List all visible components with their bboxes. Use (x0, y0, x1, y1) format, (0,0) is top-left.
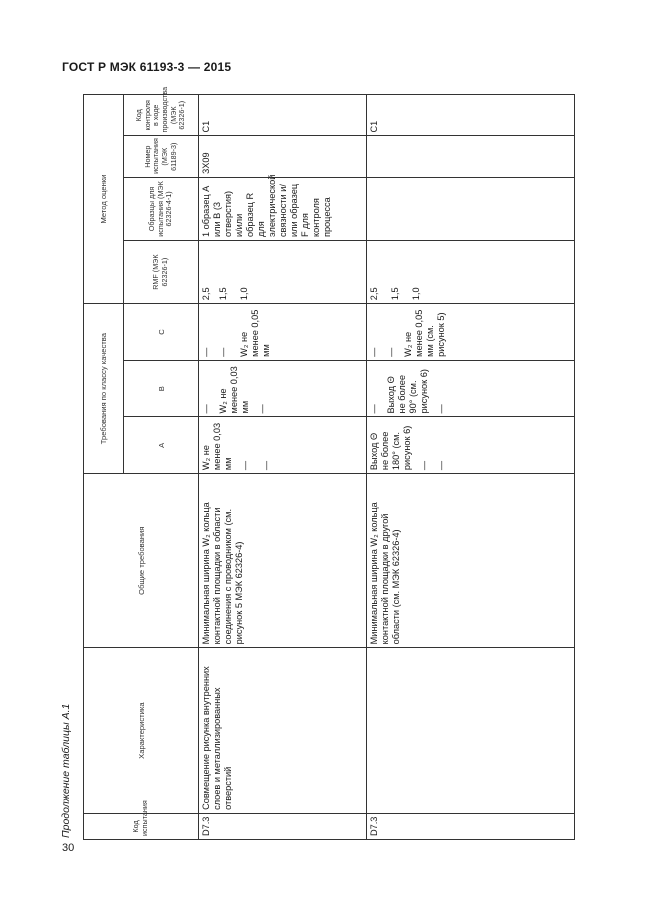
header-class-a: A (124, 417, 199, 474)
page-number: 30 (62, 842, 75, 854)
cell-class-a: W₂ не менее 0,03 мм — — (199, 417, 367, 474)
header-control-code: Код контроля в ходе производства (МЭК 62326-1) (124, 95, 199, 137)
cell-control-code: C1 (199, 95, 367, 137)
table-row (199, 95, 367, 840)
cell-rmf: 2,5 1,5 1,0 (367, 241, 575, 304)
cell-general: Минимальная ширина W₂ кольца контактной площадки в области соединения с проводником (см. рисунок 5 МЭК 62326-4) (199, 474, 367, 648)
cell-characteristic: Совмещение рисунка внутренних слоев и металлизированных отверстий (199, 648, 367, 814)
header-method: Метод оценки (84, 95, 124, 304)
cell-class-c: — — W₂ не менее 0,05 мм (199, 304, 367, 361)
table-caption: Продолжение таблицы А.1 (60, 703, 72, 838)
header-requirements: Требования по классу качества (84, 304, 124, 474)
header-test-number: Номер испытания (МЭК 61189-3) (124, 136, 199, 177)
header-code: Код испытания (84, 813, 199, 839)
test-table (83, 86, 575, 840)
cell-class-a: Выход Θ не более 180° (см. рисунок 6) — — (367, 417, 575, 474)
cell-test-number (367, 136, 575, 177)
header-class-b: B (124, 360, 199, 417)
cell-class-b: — W₂ не менее 0,03 мм — (199, 360, 367, 417)
rotated-table (83, 86, 574, 840)
header-rmf: RMF (МЭК 62326-1) (124, 241, 199, 304)
document-header: ГОСТ Р МЭК 61193-3 — 2015 (62, 60, 232, 74)
cell-rmf: 2,5 1,5 1,0 (199, 241, 367, 304)
cell-code: D7.3 (367, 813, 575, 839)
header-characteristic: Характеристика (84, 648, 199, 814)
cell-control-code: C1 (367, 95, 575, 137)
cell-general: Минимальная ширина W₂ кольца контактной площадки в другой области (см. МЭК 62326-4) (367, 474, 575, 648)
cell-characteristic (367, 648, 575, 814)
header-general: Общие требования (84, 474, 199, 648)
header-class-c: C (124, 304, 199, 361)
table-row (367, 95, 575, 840)
cell-class-c: — — W₂ не менее 0,05 мм (см. рисунок 5) (367, 304, 575, 361)
cell-samples: 1 образец A или B (3 отверстия) и/или образец R для электрической связности и/или образец F для контроля процесса (199, 177, 367, 240)
cell-code: D7.3 (199, 813, 367, 839)
cell-samples (367, 177, 575, 240)
cell-class-b: — Выход Θ не более 90° (см. рисунок 6) — (367, 360, 575, 417)
header-samples: Образцы для испытания (МЭК 62326-4-1) (124, 177, 199, 240)
cell-test-number: 3X09 (199, 136, 367, 177)
